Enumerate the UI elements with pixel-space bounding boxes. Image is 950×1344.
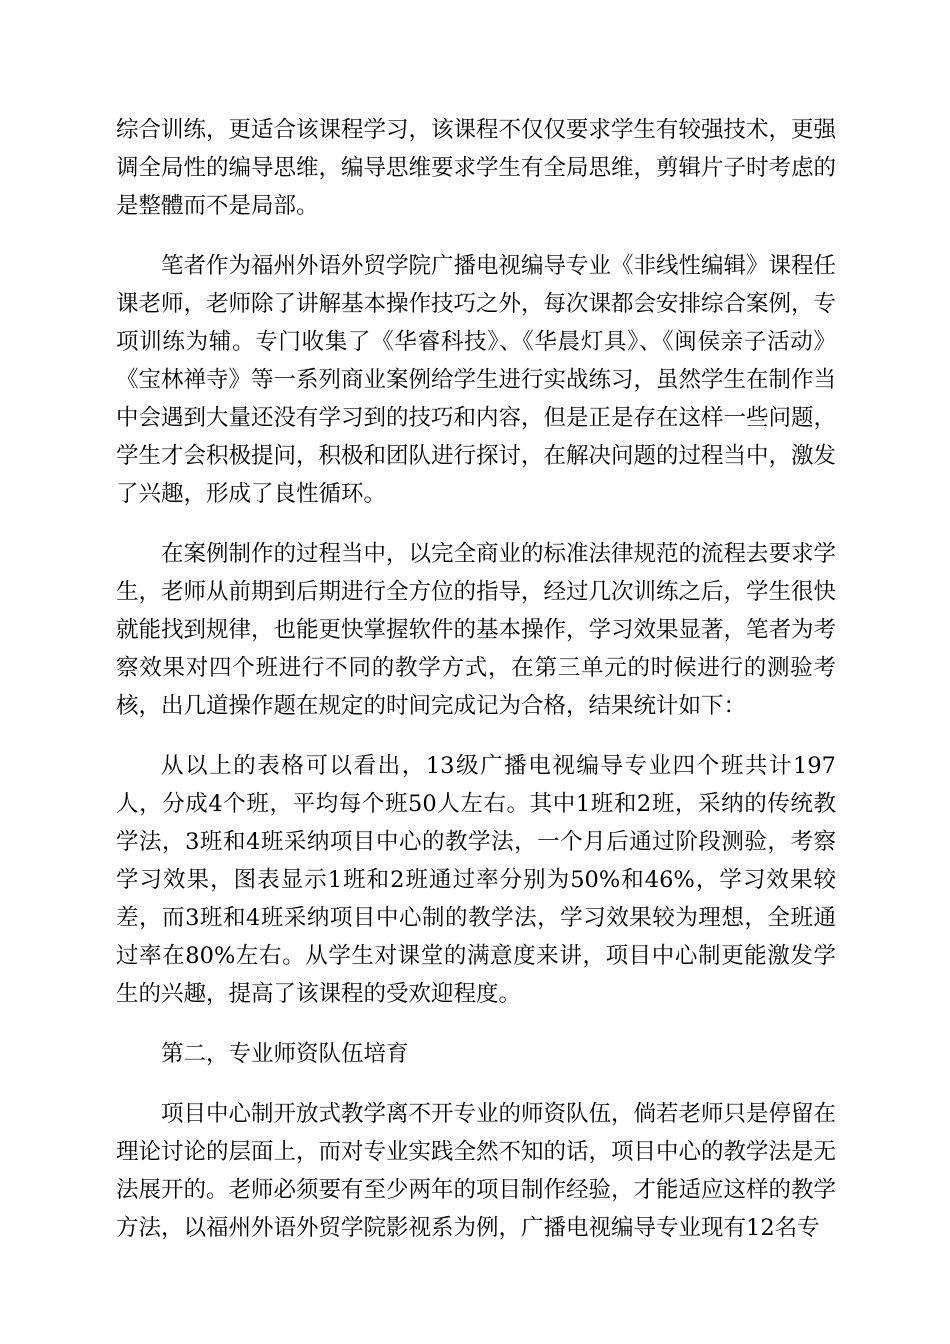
section-heading: 第二，专业师资队伍培育 bbox=[161, 1041, 409, 1067]
paragraph-case-production: 在案例制作的过程当中，以完全商业的标准法律规范的流程去要求学生，老师从前期到后期进行全方位的指导，经过几次训练之后，学生很快就能找到规律，也能更快掌握软件的基本操作，学习效果显著，笔者为考察效果对四个班进行不同的教学方式，在第三单元的时候进行的测验考核，出几道操作题在规定的时间完成记为合格，结果统计如下： bbox=[116, 541, 837, 719]
paragraph-faculty: 项目中心制开放式教学离不开专业的师资队伍，倘若老师只是停留在理论讨论的层面上，而对专业实践全然不知的话，项目中心的教学法是无法展开的。老师必须要有至少两年的项目制作经验，才能适应这样的教学方法，以福州外语外贸学院影视系为例，广播电视编导专业现有12名专 bbox=[116, 1101, 837, 1241]
paragraph-continuation: 综合训练，更适合该课程学习，该课程不仅仅要求学生有较强技术，更强调全局性的编导思维，编导思维要求学生有全局思维，剪辑片子时考虑的是整體而不是局部。 bbox=[116, 117, 837, 219]
paragraph-table-analysis: 从以上的表格可以看出，13级广播电视编导专业四个班共计197人，分成4个班，平均每个班50人左右。其中1班和2班，采纳的传统教学法，3班和4班采纳项目中心的教学法，一个月后通过阶段测验，考察学习效果，图表显示1班和2班通过率分别为50%和46%，学习效果较差，而3班和4班采纳项目中心制的教学法，学习效果较为理想，全班通过率在80%左右。从学生对课堂的满意度来讲，项目中心制更能激发学生的兴趣，提高了该课程的受欢迎程度。 bbox=[116, 753, 836, 1007]
paragraph-course-cases: 笔者作为福州外语外贸学院广播电视编导专业《非线性编辑》课程任课老师，老师除了讲解基本操作技巧之外，每次课都会安排综合案例，专项训练为辅。专门收集了《华睿科技》、《华晨灯具》、《闽侯亲子活动》《宝林禅寺》等一系列商业案例给学生进行实战练习，虽然学生在制作当中会遇到大量还没有学习到的技巧和内容，但是正是存在这样一些问题，学生才会积极提问，积极和团队进行探讨，在解决问题的过程当中，激发了兴趣，形成了良性循环。 bbox=[116, 253, 837, 507]
document-body bbox=[116, 111, 836, 1269]
